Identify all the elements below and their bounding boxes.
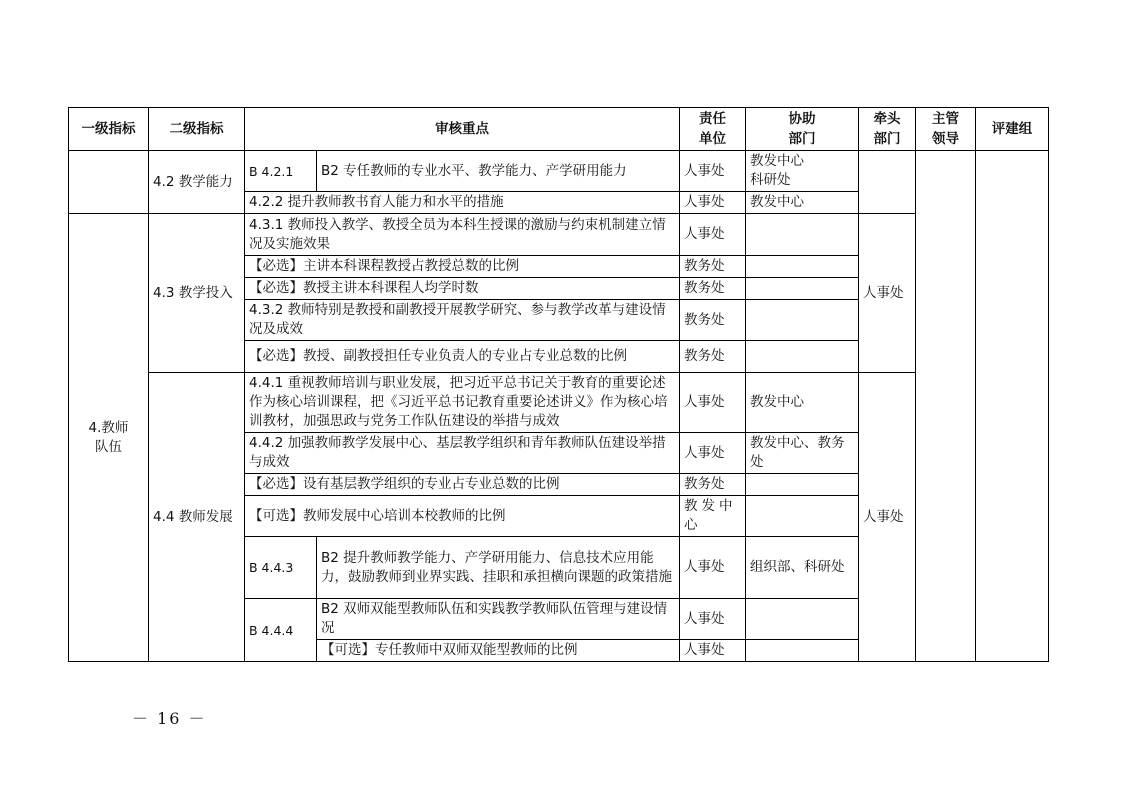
level1-label: 4.教师队伍	[88, 419, 129, 455]
responsible-cell: 教务处	[680, 256, 746, 278]
responsible-cell: 人事处	[680, 537, 746, 599]
leader-cell-empty	[916, 151, 976, 662]
table-row	[69, 373, 1049, 433]
assist-cell-empty	[746, 278, 859, 300]
responsible-cell: 教务处	[680, 300, 746, 341]
header-lead: 牵头 部门	[859, 108, 916, 151]
header-responsible: 责任 单位	[680, 108, 746, 151]
table-row	[69, 214, 1049, 256]
header-level2: 二级指标	[149, 108, 245, 151]
page-number: － 16 －	[132, 709, 207, 728]
level1-cell-empty	[69, 151, 149, 214]
item-text: 4.4.1 重视教师培训与职业发展，把习近平总书记关于教育的重要论述作为核心培训课程，把《习近平总书记教育重要论述讲义》作为核心培训教材，加强思政与党务工作队伍建设的举措与成效	[245, 373, 680, 433]
responsible-cell: 教发中心	[680, 496, 746, 537]
responsible-cell: 教务处	[680, 341, 746, 373]
level2-cell: 4.3 教学投入	[149, 214, 245, 373]
lead-cell: 人事处	[859, 214, 916, 373]
header-focus: 审核重点	[245, 108, 680, 151]
item-text: 【可选】教师发展中心培训本校教师的比例	[245, 496, 680, 537]
assist-cell: 组织部、科研处	[746, 537, 859, 599]
header-row	[69, 108, 1049, 151]
level2-cell: 4.2 教学能力	[149, 151, 245, 214]
item-code: B 4.2.1	[245, 151, 317, 192]
responsible-cell: 人事处	[680, 214, 746, 256]
item-text: 【可选】专任教师中双师双能型教师的比例	[317, 640, 680, 662]
assist-cell: 教发中心、教务处	[746, 433, 859, 474]
item-text: 4.4.2 加强教师教学发展中心、基层教学组织和青年教师队伍建设举措与成效	[245, 433, 680, 474]
group-cell-empty	[976, 151, 1049, 662]
item-text: B2 专任教师的专业水平、教学能力、产学研用能力	[317, 151, 680, 192]
assist-cell-empty	[746, 256, 859, 278]
evaluation-table	[68, 107, 1049, 662]
responsible-cell: 人事处	[680, 373, 746, 433]
assist-cell-empty	[746, 300, 859, 341]
responsible-cell: 人事处	[680, 192, 746, 214]
assist-cell: 教发中心	[746, 192, 859, 214]
item-text: B2 提升教师教学能力、产学研用能力、信息技术应用能力，鼓励教师到业界实践、挂职和承担横向课题的政策措施	[317, 537, 680, 599]
assist-cell: 教发中心 科研处	[746, 151, 859, 192]
item-text: 【必选】主讲本科课程教授占教授总数的比例	[245, 256, 680, 278]
header-assist: 协助 部门	[746, 108, 859, 151]
responsible-cell: 教务处	[680, 474, 746, 496]
assist-cell-empty	[746, 640, 859, 662]
header-group: 评建组	[976, 108, 1049, 151]
lead-cell: 人事处	[859, 373, 916, 662]
responsible-cell: 教务处	[680, 278, 746, 300]
header-level1: 一级指标	[69, 108, 149, 151]
table-row	[69, 151, 1049, 192]
item-text: 4.3.2 教师特别是教授和副教授开展教学研究、参与教学改革与建设情况及成效	[245, 300, 680, 341]
assist-cell-empty	[746, 474, 859, 496]
responsible-cell: 人事处	[680, 599, 746, 640]
assist-cell: 教发中心	[746, 373, 859, 433]
responsible-cell: 人事处	[680, 640, 746, 662]
assist-cell-empty	[746, 341, 859, 373]
assist-cell-empty	[746, 496, 859, 537]
level2-cell: 4.4 教师发展	[149, 373, 245, 662]
item-text: 【必选】教授、副教授担任专业负责人的专业占专业总数的比例	[245, 341, 680, 373]
assist-cell-empty	[746, 599, 859, 640]
item-text: 4.3.1 教师投入教学、教授全员为本科生授课的激励与约束机制建立情况及实施效果	[245, 214, 680, 256]
item-code: B 4.4.4	[245, 599, 317, 662]
responsible-cell: 人事处	[680, 433, 746, 474]
lead-cell-empty	[859, 151, 916, 214]
header-leader: 主管 领导	[916, 108, 976, 151]
item-text: 【必选】设有基层教学组织的专业占专业总数的比例	[245, 474, 680, 496]
level1-cell	[69, 214, 149, 662]
item-code: B 4.4.3	[245, 537, 317, 599]
item-text: B2 双师双能型教师队伍和实践教学教师队伍管理与建设情况	[317, 599, 680, 640]
item-text: 【必选】教授主讲本科课程人均学时数	[245, 278, 680, 300]
responsible-cell: 人事处	[680, 151, 746, 192]
assist-cell-empty	[746, 214, 859, 256]
item-text: 4.2.2 提升教师教书育人能力和水平的措施	[245, 192, 680, 214]
